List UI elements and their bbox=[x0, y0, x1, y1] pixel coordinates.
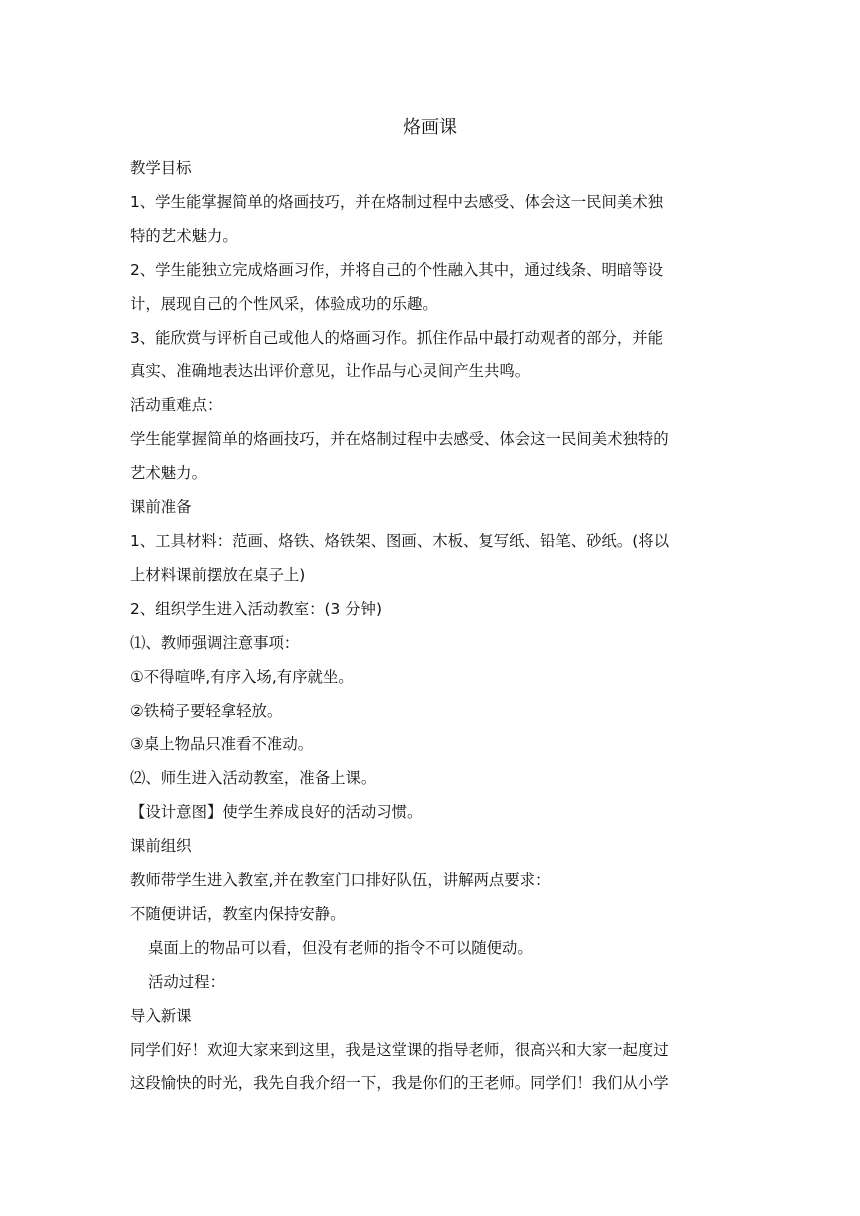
paragraph-line: 2、组织学生进入活动教室：(3 分钟) bbox=[130, 599, 382, 618]
paragraph-line: 计，展现自己的个性风采，体验成功的乐趣。 bbox=[130, 294, 438, 313]
document-body bbox=[130, 152, 734, 1101]
paragraph-line: ②铁椅子要轻拿轻放。 bbox=[130, 701, 283, 720]
paragraph-line: 【设计意图】使学生养成良好的活动习惯。 bbox=[130, 803, 423, 822]
paragraph-line: 学生能掌握简单的烙画技巧，并在烙制过程中去感受、体会这一民间美术独特的 bbox=[130, 430, 669, 449]
paragraph-line: 特的艺术魅力。 bbox=[130, 226, 238, 245]
paragraph-line: 艺术魅力。 bbox=[130, 464, 207, 483]
paragraph-line: 1、学生能掌握简单的烙画技巧，并在烙制过程中去感受、体会这一民间美术独 bbox=[130, 192, 664, 211]
section-heading-activity: 活动过程： bbox=[148, 972, 225, 991]
paragraph-line: ③桌上物品只准看不准动。 bbox=[130, 735, 314, 754]
paragraph-line: 1、工具材料：范画、烙铁、烙铁架、图画、木板、复写纸、铅笔、砂纸。(将以 bbox=[130, 531, 670, 550]
section-heading-organization: 课前组织 bbox=[130, 837, 192, 856]
paragraph-line: 3、能欣赏与评析自己或他人的烙画习作。抓住作品中最打动观者的部分，并能 bbox=[130, 328, 664, 347]
paragraph-line: 教师带学生进入教室,并在教室门口排好队伍，讲解两点要求： bbox=[130, 871, 551, 890]
paragraph-line: 上材料课前摆放在桌子上) bbox=[130, 565, 306, 584]
paragraph-line: 这段愉快的时光，我先自我介绍一下，我是你们的王老师。同学们！我们从小学 bbox=[130, 1074, 669, 1093]
paragraph-line: 真实、准确地表达出评价意见，让作品与心灵间产生共鸣。 bbox=[130, 362, 531, 381]
paragraph-line: 不随便讲话，教室内保持安静。 bbox=[130, 904, 346, 923]
section-heading-key-points: 活动重难点： bbox=[130, 396, 223, 415]
section-heading-preparation: 课前准备 bbox=[130, 498, 192, 517]
paragraph-line: 桌面上的物品可以看，但没有老师的指令不可以随便动。 bbox=[148, 938, 533, 957]
paragraph-line: 2、学生能独立完成烙画习作，并将自己的个性融入其中，通过线条、明暗等设 bbox=[130, 260, 664, 279]
document-title: 烙画课 bbox=[403, 117, 457, 138]
section-heading-introduction: 导入新课 bbox=[130, 1006, 192, 1025]
section-heading-teaching-goals: 教学目标 bbox=[130, 159, 192, 177]
paragraph-line: ①不得喧哗,有序入场,有序就坐。 bbox=[130, 667, 354, 686]
paragraph-line: 同学们好！欢迎大家来到这里，我是这堂课的指导老师，很高兴和大家一起度过 bbox=[130, 1040, 669, 1059]
paragraph-line: ⑵、师生进入活动教室，准备上课。 bbox=[130, 769, 377, 788]
paragraph-line: ⑴、教师强调注意事项： bbox=[130, 633, 300, 652]
